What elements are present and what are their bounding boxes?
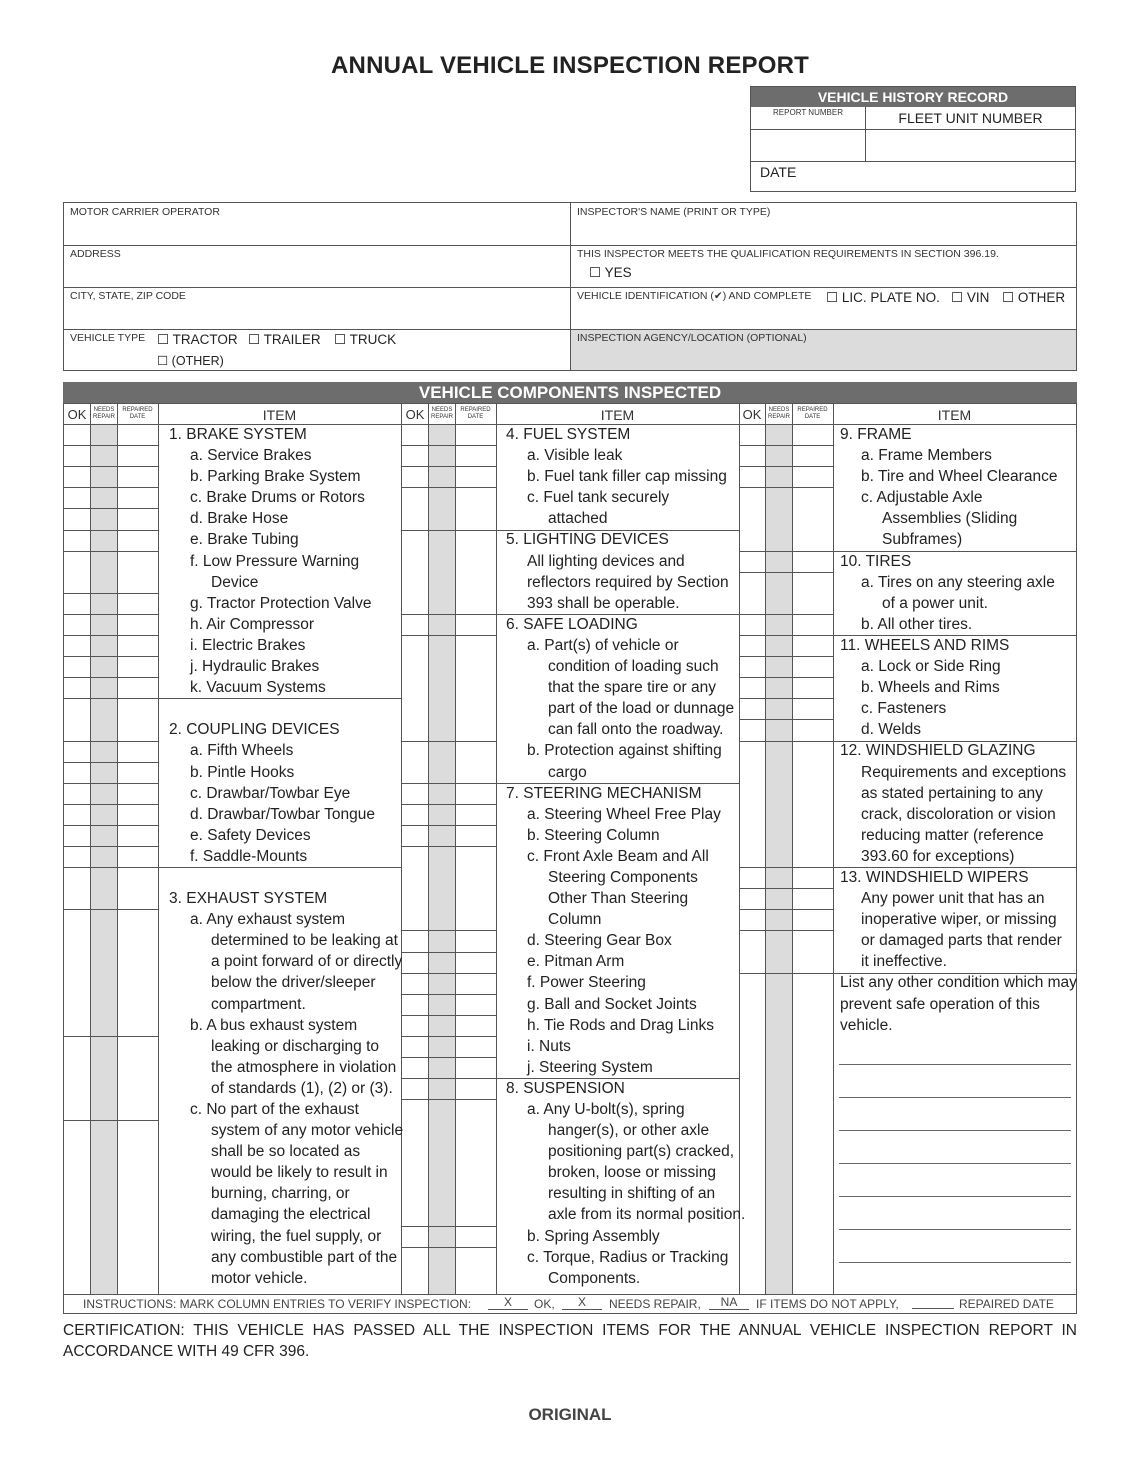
- item-line: f. Low Pressure Warning: [190, 552, 360, 570]
- item-line: a. Any exhaust system: [190, 911, 346, 929]
- item-line: d. Drawbar/Towbar Tongue: [190, 805, 375, 823]
- item-line: leaking or discharging to: [211, 1037, 380, 1055]
- write-in-line[interactable]: [839, 1196, 1071, 1197]
- needs-repair-text: NEEDS REPAIR,: [609, 1297, 701, 1311]
- item-line: i. Electric Brakes: [190, 636, 306, 654]
- needs-repair-header: NEEDS REPAIR: [768, 407, 790, 420]
- item-line: a. Steering Wheel Free Play: [527, 805, 721, 823]
- item-line: b. Tire and Wheel Clearance: [861, 468, 1058, 486]
- item-line: d. Steering Gear Box: [527, 932, 672, 950]
- item-line: Steering Components: [548, 868, 698, 886]
- needs-repair-header: NEEDS REPAIR: [93, 407, 115, 420]
- item-line: 6. SAFE LOADING: [506, 615, 638, 633]
- repaired-date-header: REPAIRED DATE: [122, 407, 153, 420]
- repaired-date-text: REPAIRED DATE: [959, 1297, 1054, 1311]
- item-line: prevent safe operation of this: [840, 995, 1040, 1013]
- ok-header: OK: [405, 407, 425, 422]
- checkbox-other-type[interactable]: ☐ (OTHER): [157, 354, 224, 368]
- checkbox-truck[interactable]: ☐ TRUCK: [334, 332, 397, 347]
- item-line: of a power unit.: [882, 594, 988, 612]
- item-line: 8. SUSPENSION: [506, 1079, 625, 1097]
- item-line: b. All other tires.: [861, 615, 973, 633]
- item-line: All lighting devices and: [527, 552, 685, 570]
- item-line: c. Front Axle Beam and All: [527, 847, 709, 865]
- item-line: b. Spring Assembly: [527, 1227, 660, 1245]
- inspection-info-table: [63, 202, 1077, 371]
- item-line: of standards (1), (2) or (3).: [211, 1079, 393, 1097]
- item-header: ITEM: [600, 407, 635, 423]
- item-line: Assemblies (Sliding: [882, 510, 1018, 528]
- item-line: or damaged parts that render: [861, 932, 1062, 950]
- item-line: determined to be leaking at: [211, 932, 398, 950]
- item-line: c. Adjustable Axle: [861, 489, 983, 507]
- item-line: a. Part(s) of vehicle or: [527, 636, 679, 654]
- item-line: can fall onto the roadway.: [548, 721, 724, 739]
- item-line: c. Fasteners: [861, 700, 947, 718]
- item-line: cargo: [548, 763, 587, 781]
- item-line: axle from its normal position.: [548, 1206, 746, 1224]
- checkbox-tractor[interactable]: ☐ TRACTOR: [157, 332, 238, 347]
- city-state-zip-label: CITY, STATE, ZIP CODE: [70, 290, 186, 302]
- item-line: 11. WHEELS AND RIMS: [840, 636, 1010, 654]
- checkbox-vin[interactable]: ☐ VIN: [951, 290, 990, 305]
- item-line: 10. TIRES: [840, 552, 912, 570]
- checkbox-other-id[interactable]: ☐ OTHER: [1002, 290, 1066, 305]
- components-grid: [63, 403, 1077, 1295]
- inspector-name-label: INSPECTOR'S NAME (PRINT OR TYPE): [577, 206, 771, 218]
- item-line: 1. BRAKE SYSTEM: [169, 426, 307, 443]
- item-line: hanger(s), or other axle: [548, 1122, 710, 1140]
- item-line: i. Nuts: [527, 1037, 571, 1055]
- item-line: b. Pintle Hooks: [190, 763, 295, 781]
- item-line: List any other condition which may: [840, 974, 1077, 992]
- repaired-date-header: REPAIRED DATE: [797, 407, 828, 420]
- item-line: c. Drawbar/Towbar Eye: [190, 784, 351, 802]
- write-in-line[interactable]: [839, 1262, 1071, 1263]
- vehicle-type-label: VEHICLE TYPE: [70, 332, 146, 344]
- item-line: Column: [548, 911, 602, 929]
- item-line: h. Air Compressor: [190, 615, 315, 633]
- original-label: ORIGINAL: [528, 1405, 612, 1424]
- needs-repair-header: NEEDS REPAIR: [431, 407, 453, 420]
- na-text: IF ITEMS DO NOT APPLY,: [756, 1297, 899, 1311]
- ok-header: OK: [67, 407, 87, 422]
- item-line: c. Brake Drums or Rotors: [190, 489, 365, 507]
- item-line: a. Any U-bolt(s), spring: [527, 1101, 685, 1118]
- item-line: burning, charring, or: [211, 1185, 350, 1203]
- write-in-line[interactable]: [839, 1163, 1071, 1164]
- item-line: b. A bus exhaust system: [190, 1016, 358, 1034]
- item-line: Components.: [548, 1269, 641, 1287]
- item-line: Requirements and exceptions: [861, 763, 1067, 781]
- item-line: compartment.: [211, 995, 306, 1013]
- item-line: Device: [211, 573, 259, 591]
- mark-ok: X: [488, 1295, 528, 1310]
- instructions-lead: INSTRUCTIONS: MARK COLUMN ENTRIES TO VERIFY INSPECTION:: [83, 1297, 472, 1311]
- item-line: c. No part of the exhaust: [190, 1101, 359, 1118]
- item-line: Subframes): [882, 531, 963, 549]
- item-line: 3. EXHAUST SYSTEM: [169, 890, 328, 908]
- item-line: a. Tires on any steering axle: [861, 573, 1055, 591]
- item-line: 4. FUEL SYSTEM: [506, 426, 631, 443]
- item-line: Other Than Steering: [548, 890, 689, 908]
- item-line: inoperative wiper, or missing: [861, 911, 1057, 929]
- item-line: c. Fuel tank securely: [527, 489, 670, 507]
- item-line: as stated pertaining to any: [861, 784, 1043, 802]
- item-line: that the spare tire or any: [548, 679, 717, 697]
- components-heading: VEHICLE COMPONENTS INSPECTED: [63, 382, 1077, 403]
- item-line: a. Lock or Side Ring: [861, 658, 1001, 676]
- item-line: [169, 698, 403, 719]
- repaired-date-blank: [912, 1295, 954, 1309]
- write-in-line[interactable]: [839, 1229, 1071, 1230]
- item-line: 393.60 for exceptions): [861, 847, 1015, 865]
- item-column-1: [169, 424, 403, 1289]
- item-line: reflectors required by Section: [527, 573, 729, 591]
- item-line: 5. LIGHTING DEVICES: [506, 531, 669, 549]
- instructions-bar: [63, 1295, 1077, 1314]
- fleet-unit-number-label: FLEET UNIT NUMBER: [898, 110, 1043, 126]
- item-line: 7. STEERING MECHANISM: [506, 784, 702, 802]
- item-line: b. Steering Column: [527, 826, 660, 844]
- item-line: condition of loading such: [548, 658, 719, 676]
- item-line: e. Pitman Arm: [527, 953, 625, 971]
- item-line: [169, 867, 403, 888]
- item-line: d. Welds: [861, 721, 922, 739]
- repaired-date-header: REPAIRED DATE: [460, 407, 491, 420]
- item-line: j. Steering System: [527, 1058, 653, 1076]
- item-line: f. Power Steering: [527, 974, 646, 992]
- write-in-line[interactable]: [839, 1064, 1071, 1065]
- write-in-line[interactable]: [839, 1097, 1071, 1098]
- vehicle-id-label: VEHICLE IDENTIFICATION (✔) AND COMPLETE: [577, 290, 812, 302]
- item-line: 9. FRAME: [840, 426, 912, 443]
- page-title: ANNUAL VEHICLE INSPECTION REPORT: [331, 52, 809, 79]
- report-number-field[interactable]: [751, 129, 1075, 162]
- item-line: positioning part(s) cracked,: [548, 1143, 735, 1161]
- item-line: 393 shall be operable.: [527, 594, 680, 612]
- report-number-label: REPORT NUMBER: [773, 108, 843, 117]
- checkbox-lic-plate[interactable]: ☐ LIC. PLATE NO.: [826, 290, 940, 305]
- item-line: e. Safety Devices: [190, 826, 311, 844]
- item-line: motor vehicle.: [211, 1269, 308, 1287]
- checkbox-yes[interactable]: ☐ YES: [589, 265, 632, 280]
- item-column-3: [840, 424, 1077, 1036]
- certification-text: CERTIFICATION: THIS VEHICLE HAS PASSED ALL THE INSPECTION ITEMS FOR THE ANNUAL VEHICLE INSPECTION REPORT IN ACCORDANCE WITH 49 CFR 396.: [63, 1322, 1077, 1360]
- item-line: a. Fifth Wheels: [190, 742, 294, 760]
- item-line: b. Wheels and Rims: [861, 679, 1000, 697]
- item-line: below the driver/sleeper: [211, 974, 376, 992]
- item-line: reducing matter (reference: [861, 826, 1044, 844]
- ok-header: OK: [742, 407, 762, 422]
- vehicle-history-heading: VEHICLE HISTORY RECORD: [751, 87, 1075, 107]
- agency-label: INSPECTION AGENCY/LOCATION (OPTIONAL): [577, 332, 807, 344]
- item-line: system of any motor vehicle: [211, 1122, 404, 1140]
- qualification-label: THIS INSPECTOR MEETS THE QUALIFICATION REQUIREMENTS IN SECTION 396.19.: [577, 248, 999, 260]
- mark-repair: X: [562, 1295, 602, 1310]
- vehicle-history-record: [750, 86, 1076, 192]
- item-line: e. Brake Tubing: [190, 531, 299, 549]
- item-line: 13. WINDSHIELD WIPERS: [840, 868, 1029, 886]
- item-line: b. Protection against shifting: [527, 742, 722, 760]
- item-line: attached: [548, 510, 608, 528]
- item-header: ITEM: [262, 407, 297, 423]
- item-column-2: [506, 424, 745, 1289]
- item-line: would be likely to result in: [211, 1164, 388, 1182]
- item-line: k. Vacuum Systems: [190, 679, 326, 697]
- item-line: part of the load or dunnage: [548, 700, 735, 718]
- item-line: c. Torque, Radius or Tracking: [527, 1248, 729, 1266]
- item-line: broken, loose or missing: [548, 1164, 716, 1182]
- item-line: wiring, the fuel supply, or: [211, 1227, 382, 1245]
- write-in-line[interactable]: [839, 1130, 1071, 1131]
- ok-text: OK,: [534, 1297, 555, 1311]
- item-line: b. Fuel tank filler cap missing: [527, 468, 727, 486]
- item-line: 2. COUPLING DEVICES: [169, 721, 340, 739]
- address-label: ADDRESS: [70, 248, 121, 260]
- date-label: DATE: [760, 164, 797, 180]
- item-line: crack, discoloration or vision: [861, 805, 1056, 823]
- checkbox-trailer[interactable]: ☐ TRAILER: [248, 332, 321, 347]
- item-line: damaging the electrical: [211, 1206, 371, 1224]
- item-line: g. Tractor Protection Valve: [190, 594, 372, 612]
- item-line: f. Saddle-Mounts: [190, 847, 308, 865]
- item-line: a. Service Brakes: [190, 447, 312, 465]
- motor-carrier-label: MOTOR CARRIER OPERATOR: [70, 206, 220, 218]
- mark-na: NA: [709, 1295, 749, 1310]
- item-header: ITEM: [937, 407, 972, 423]
- item-line: a. Visible leak: [527, 447, 623, 465]
- item-line: shall be so located as: [211, 1143, 361, 1161]
- item-line: g. Ball and Socket Joints: [527, 995, 697, 1013]
- item-line: a. Frame Members: [861, 447, 992, 465]
- item-line: Any power unit that has an: [861, 890, 1045, 908]
- item-line: d. Brake Hose: [190, 510, 289, 528]
- item-line: 12. WINDSHIELD GLAZING: [840, 742, 1036, 760]
- item-line: a point forward of or directly: [211, 953, 403, 971]
- item-line: j. Hydraulic Brakes: [190, 658, 320, 676]
- item-line: the atmosphere in violation: [211, 1058, 397, 1076]
- item-line: vehicle.: [840, 1016, 893, 1034]
- item-line: b. Parking Brake System: [190, 468, 361, 486]
- item-line: it ineffective.: [861, 953, 947, 971]
- item-line: any combustible part of the: [211, 1248, 398, 1266]
- item-line: resulting in shifting of an: [548, 1185, 716, 1203]
- item-line: h. Tie Rods and Drag Links: [527, 1016, 714, 1034]
